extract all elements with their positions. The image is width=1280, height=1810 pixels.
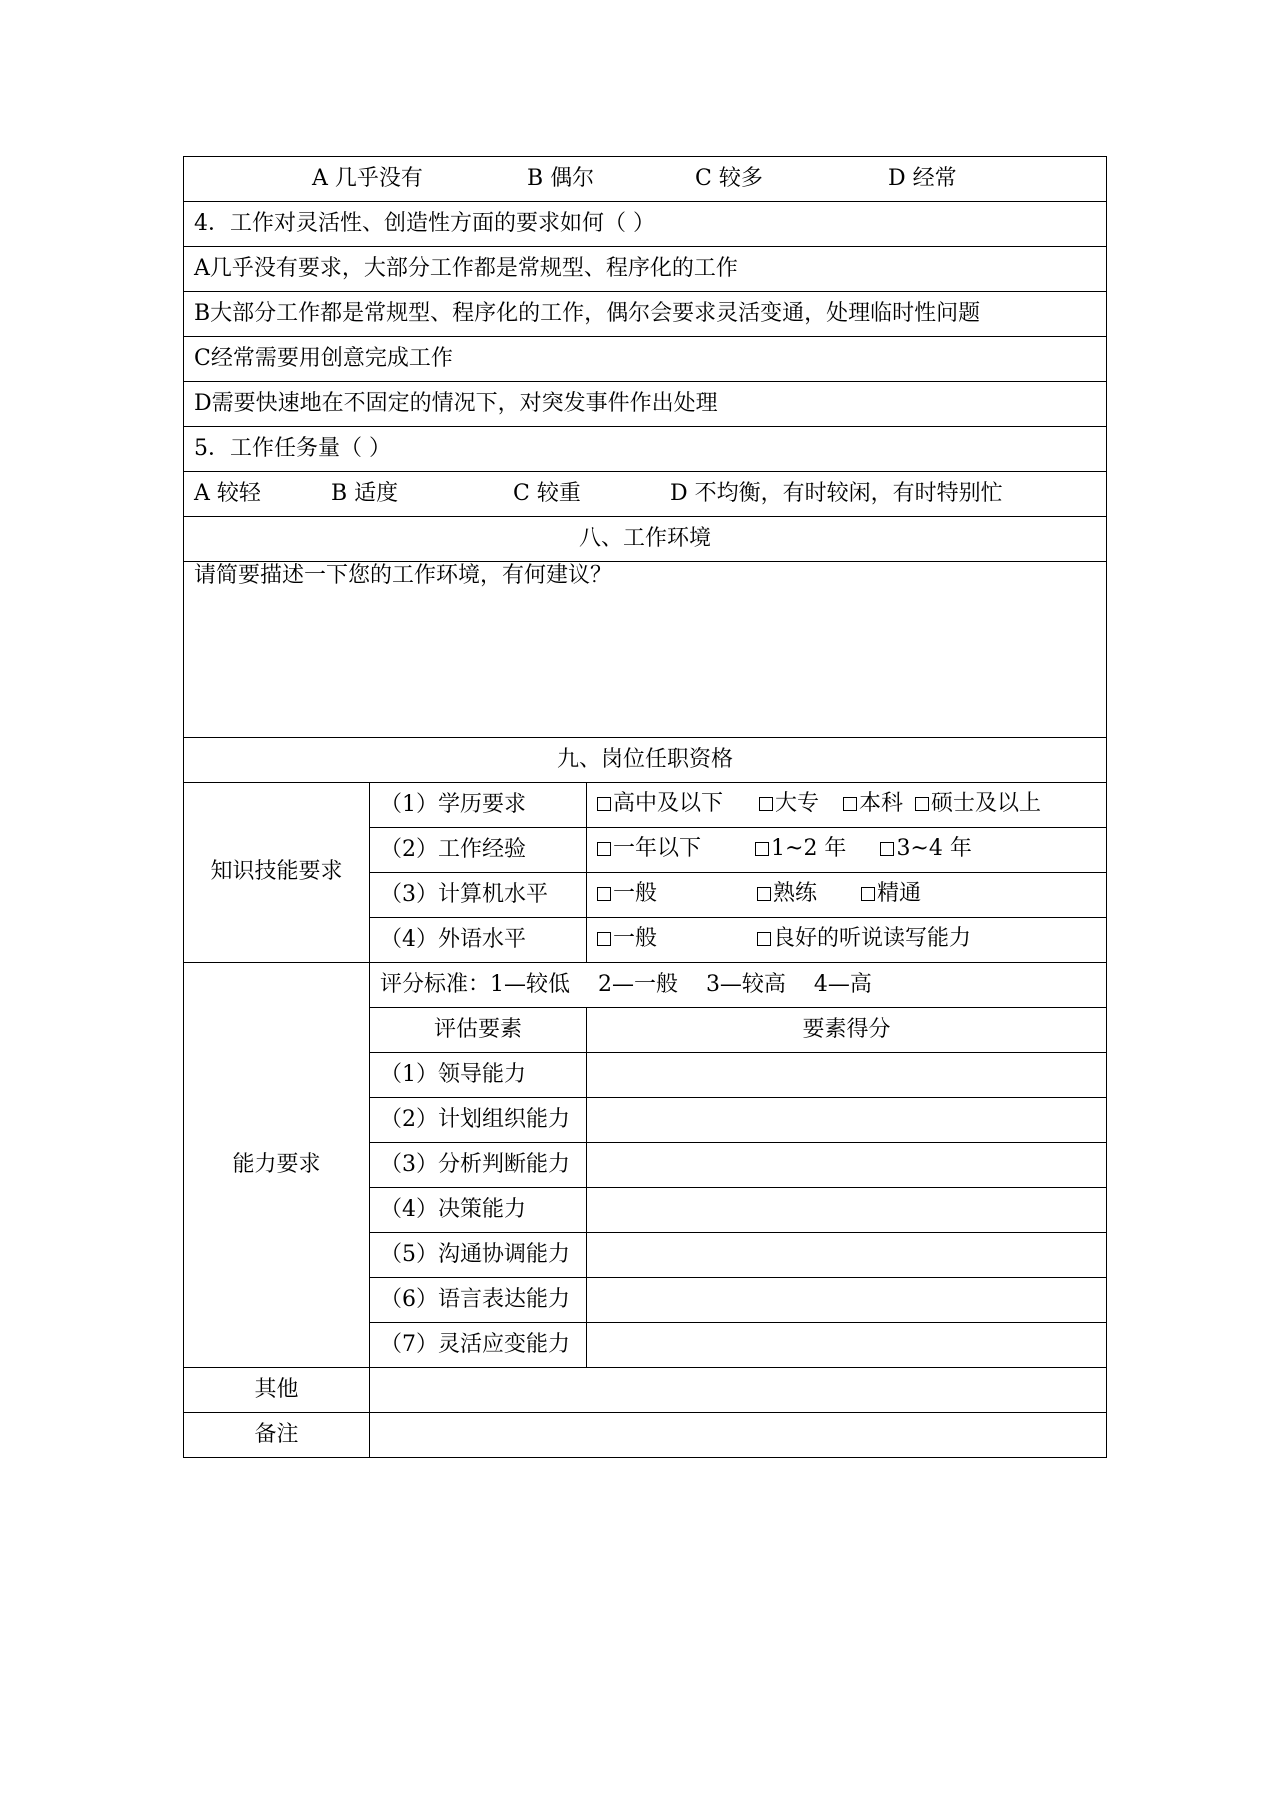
section9-title: 九、岗位任职资格 <box>184 738 1107 783</box>
q4-option-a[interactable]: A几乎没有要求，大部分工作都是常规型、程序化的工作 <box>184 247 1107 292</box>
ability-scale: 评分标准：1—较低 2—一般 3—较高 4—高 <box>370 963 1107 1008</box>
ability-factor: （2）计划组织能力 <box>370 1098 587 1143</box>
q4-option-b[interactable]: B大部分工作都是常规型、程序化的工作，偶尔会要求灵活变通，处理临时性问题 <box>184 292 1107 337</box>
checkbox-label: 一般 <box>613 881 658 907</box>
checkbox-icon <box>757 932 771 946</box>
checkbox-option[interactable] <box>757 927 971 951</box>
checkbox-icon <box>597 932 611 946</box>
checkbox-icon <box>880 842 894 856</box>
checkbox-label: 高中及以下 <box>613 791 724 817</box>
checkbox-option[interactable] <box>759 792 819 816</box>
checkbox-option[interactable] <box>861 882 921 906</box>
checkbox-option[interactable] <box>843 792 903 816</box>
ability-score-cell[interactable] <box>587 1053 1107 1098</box>
checkbox-option[interactable] <box>880 837 971 861</box>
q5-option-b[interactable]: B 适度 <box>331 480 399 506</box>
checkbox-icon <box>597 842 611 856</box>
checkbox-label: 良好的听说读写能力 <box>773 926 972 952</box>
ability-factor: （7）灵活应变能力 <box>370 1323 587 1368</box>
ability-factor: （5）沟通协调能力 <box>370 1233 587 1278</box>
ability-factor: （3）分析判断能力 <box>370 1143 587 1188</box>
checkbox-icon <box>861 887 875 901</box>
ability-score-cell[interactable] <box>587 1098 1107 1143</box>
checkbox-icon <box>759 797 773 811</box>
q5-option-d[interactable]: D 不均衡，有时较闲，有时特别忙 <box>670 480 1003 506</box>
checkbox-label: 一年以下 <box>613 836 702 862</box>
checkbox-label: 一般 <box>613 926 658 952</box>
ability-scale-row <box>184 963 1107 1008</box>
checkbox-label: 本科 <box>859 791 904 817</box>
checkbox-icon <box>915 797 929 811</box>
checkbox-option[interactable] <box>597 792 723 816</box>
q5-question-row <box>184 427 1107 472</box>
checkbox-option[interactable] <box>757 882 817 906</box>
checkbox-label: 精通 <box>877 881 922 907</box>
section8-prompt-row <box>184 562 1107 738</box>
language-item: （4）外语水平 <box>370 918 587 963</box>
checkbox-icon <box>757 887 771 901</box>
checkbox-option[interactable] <box>597 927 657 951</box>
checkbox-label: 熟练 <box>773 881 818 907</box>
knowledge-row <box>184 783 1107 828</box>
ability-score-cell[interactable] <box>587 1278 1107 1323</box>
checkbox-label: 大专 <box>775 791 820 817</box>
note-label: 备注 <box>184 1413 370 1458</box>
q5-options-cell <box>184 472 1107 517</box>
q4-option-row <box>184 337 1107 382</box>
col-factor-header: 评估要素 <box>370 1008 587 1053</box>
ability-score-cell[interactable] <box>587 1143 1107 1188</box>
checkbox-option[interactable] <box>755 837 846 861</box>
other-label: 其他 <box>184 1368 370 1413</box>
ability-factor: （4）决策能力 <box>370 1188 587 1233</box>
checkbox-option[interactable] <box>597 837 701 861</box>
q5-option-a[interactable]: A 较轻 <box>194 480 261 506</box>
ability-score-cell[interactable] <box>587 1188 1107 1233</box>
ability-label: 能力要求 <box>184 963 370 1368</box>
job-analysis-form-table <box>183 156 1107 1458</box>
ability-factor: （1）领导能力 <box>370 1053 587 1098</box>
note-row <box>184 1413 1107 1458</box>
q5-options-row <box>184 472 1107 517</box>
col-score-header: 要素得分 <box>587 1008 1107 1053</box>
checkbox-option[interactable] <box>597 882 657 906</box>
ability-score-cell[interactable] <box>587 1233 1107 1278</box>
other-row <box>184 1368 1107 1413</box>
computer-item: （3）计算机水平 <box>370 873 587 918</box>
q3-option-b[interactable]: B 偶尔 <box>527 165 595 191</box>
checkbox-icon <box>597 797 611 811</box>
checkbox-label: 硕士及以上 <box>931 791 1042 817</box>
section8-title: 八、工作环境 <box>184 517 1107 562</box>
q4-option-row <box>184 247 1107 292</box>
q4-option-c[interactable]: C经常需要用创意完成工作 <box>184 337 1107 382</box>
knowledge-label: 知识技能要求 <box>184 783 370 963</box>
section8-prompt: 请简要描述一下您的工作环境，有何建议？ <box>194 563 613 588</box>
other-field[interactable] <box>370 1368 1107 1413</box>
q4-option-d[interactable]: D需要快速地在不固定的情况下，对突发事件作出处理 <box>184 382 1107 427</box>
q4-option-row <box>184 292 1107 337</box>
education-choices <box>587 783 1107 828</box>
computer-choices <box>587 873 1107 918</box>
q3-option-c[interactable]: C 较多 <box>695 165 763 191</box>
q3-options-cell <box>184 157 1107 202</box>
ability-score-cell[interactable] <box>587 1323 1107 1368</box>
checkbox-option[interactable] <box>915 792 1041 816</box>
checkbox-icon <box>755 842 769 856</box>
section9-title-row <box>184 738 1107 783</box>
section8-title-row <box>184 517 1107 562</box>
experience-item: （2）工作经验 <box>370 828 587 873</box>
education-item: （1）学历要求 <box>370 783 587 828</box>
checkbox-icon <box>843 797 857 811</box>
checkbox-label: 1~2 年 <box>771 836 847 862</box>
checkbox-icon <box>597 887 611 901</box>
q3-option-d[interactable]: D 经常 <box>888 165 957 191</box>
q4-question-row <box>184 202 1107 247</box>
q3-option-a[interactable]: A 几乎没有 <box>312 165 423 191</box>
experience-choices <box>587 828 1107 873</box>
q4-question: 4．工作对灵活性、创造性方面的要求如何（ ） <box>184 202 1107 247</box>
ability-factor: （6）语言表达能力 <box>370 1278 587 1323</box>
q5-option-c[interactable]: C 较重 <box>513 480 581 506</box>
checkbox-label: 3~4 年 <box>896 836 972 862</box>
q3-options-row <box>184 157 1107 202</box>
q4-option-row <box>184 382 1107 427</box>
work-environment-answer-area[interactable] <box>184 562 1107 738</box>
language-choices <box>587 918 1107 963</box>
note-field[interactable] <box>370 1413 1107 1458</box>
q5-question: 5．工作任务量（ ） <box>184 427 1107 472</box>
